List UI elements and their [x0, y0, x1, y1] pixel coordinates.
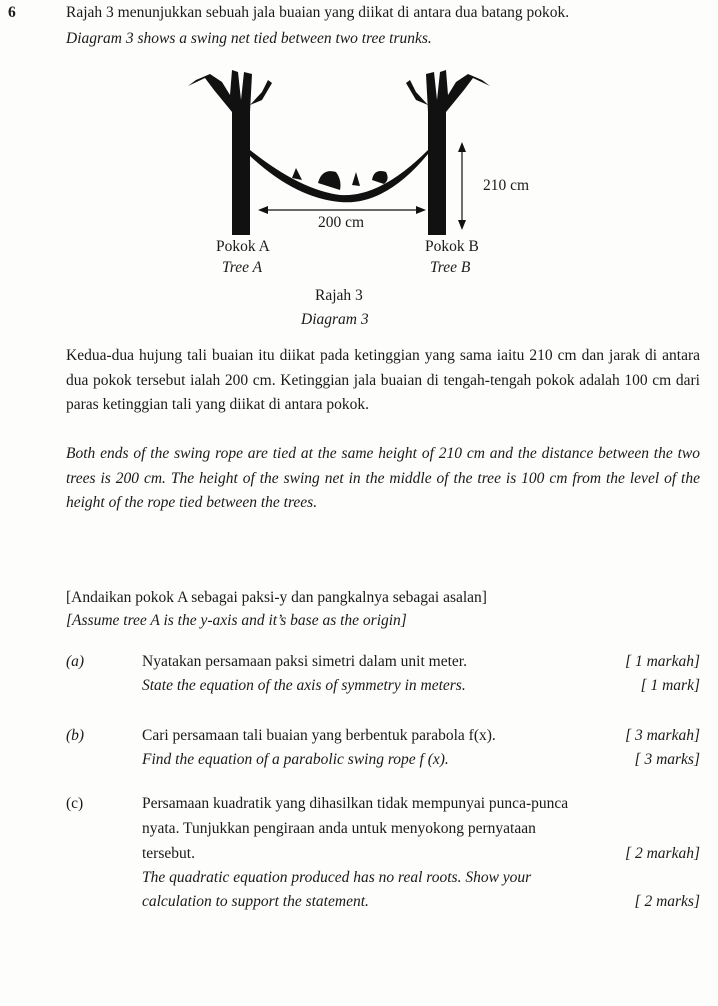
tree-b-label-en: Tree B: [430, 259, 471, 276]
part-c-en-1: [66, 869, 700, 891]
part-b-marks-ms: [ 3 markah]: [625, 727, 700, 744]
part-c-text-ms-1: Persamaan kuadratik yang dihasilkan tidak mempunyai punca-punca: [142, 795, 569, 812]
part-c-ms-1: [66, 795, 700, 817]
part-a-text-en: State the equation of the axis of symmetry in meters.: [142, 677, 466, 694]
part-a-marks-ms: [ 1 markah]: [625, 653, 700, 670]
hammock: [250, 150, 428, 202]
part-b-en: [66, 751, 700, 773]
part-c-ms-3: [66, 845, 700, 867]
part-b-text-ms: Cari persamaan tali buaian yang berbentuk parabola f(x).: [142, 727, 496, 744]
part-c-text-en-1: The quadratic equation produced has no real roots. Show your: [142, 869, 532, 886]
part-c-marks-ms: [ 2 markah]: [625, 845, 700, 862]
intro-ms: Rajah 3 menunjukkan sebuah jala buaian yang diikat di antara dua batang pokok.: [66, 4, 570, 21]
height-label: 210 cm: [483, 177, 530, 194]
part-b-label: (b): [66, 727, 85, 744]
diagram-caption-ms: Rajah 3: [315, 287, 363, 304]
part-c-text-ms-3: tersebut.: [142, 845, 195, 862]
assumption-en: [Assume tree A is the y-axis and it’s base as the origin]: [66, 612, 407, 629]
part-a-text-ms: Nyatakan persamaan paksi simetri dalam unit meter.: [142, 653, 467, 670]
part-c-en-2: [66, 893, 700, 915]
part-c-ms-2: [66, 820, 700, 842]
tree-b-label-ms: Pokok B: [425, 238, 479, 255]
paragraph-ms: Kedua-dua hujung tali buaian itu diikat pada ketinggian yang sama iaitu 210 cm dan jarak di antara dua pokok tersebut ialah 200 cm. Ketinggian jala buaian di tengah-tengah pokok adalah 100 cm dari paras ketinggian tali yang diikat di antara pokok.: [66, 347, 700, 413]
part-a-marks-en: [ 1 mark]: [640, 677, 700, 694]
width-label: 200 cm: [318, 214, 365, 231]
part-b-marks-en: [ 3 marks]: [634, 751, 700, 768]
part-a-en: [66, 677, 700, 699]
part-c-label: (c): [66, 795, 84, 812]
paragraph-en: Both ends of the swing rope are tied at the same height of 210 cm and the distance between the two trees is 200 cm. The height of the swing net in the middle of the tree is 100 cm from the level of the height of the rope tied between the trees.: [66, 445, 700, 511]
part-b-text-en: Find the equation of a parabolic swing rope f (x).: [142, 751, 449, 768]
part-a-ms: [66, 653, 700, 675]
part-a-label: (a): [66, 653, 85, 670]
tree-a-label-en: Tree A: [222, 259, 263, 276]
diagram-caption-en: Diagram 3: [301, 311, 369, 328]
part-c-text-en-2: calculation to support the statement.: [142, 893, 369, 910]
question-number: 6: [8, 4, 16, 21]
part-c-marks-en: [ 2 marks]: [634, 893, 700, 910]
tree-a-label-ms: Pokok A: [216, 238, 270, 255]
part-c-text-ms-2: nyata. Tunjukkan pengiraan anda untuk menyokong pernyataan: [142, 820, 536, 837]
intro-en: Diagram 3 shows a swing net tied between two tree trunks.: [66, 30, 432, 47]
part-b-ms: [66, 727, 700, 749]
assumption-ms: [Andaikan pokok A sebagai paksi-y dan pangkalnya sebagai asalan]: [66, 589, 487, 606]
